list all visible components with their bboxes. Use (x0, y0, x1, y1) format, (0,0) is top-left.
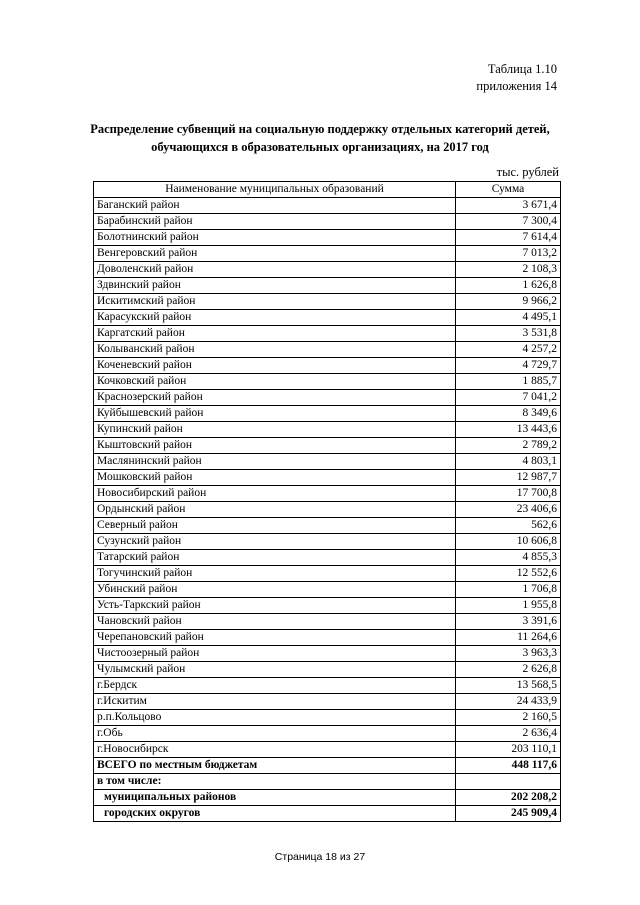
table-row (94, 678, 561, 694)
table-row (94, 630, 561, 646)
row-sum-cell: 24 433,9 (456, 694, 561, 710)
row-name-cell: в том числе: (94, 774, 456, 790)
column-header-sum: Сумма (456, 182, 561, 198)
row-sum-cell: 8 349,6 (456, 406, 561, 422)
subtotal-row (94, 790, 561, 806)
row-name-cell: Черепановский район (94, 630, 456, 646)
row-sum-cell: 9 966,2 (456, 294, 561, 310)
row-name-cell: Здвинский район (94, 278, 456, 294)
row-name-cell: Купинский район (94, 422, 456, 438)
row-name-cell: Усть-Таркский район (94, 598, 456, 614)
row-sum-cell: 3 963,3 (456, 646, 561, 662)
row-name-cell: Венгеровский район (94, 246, 456, 262)
document-title-line-2: обучающихся в образовательных организациях, на 2017 год (151, 140, 489, 154)
row-name-cell: Сузунский район (94, 534, 456, 550)
row-name-cell: Чулымский район (94, 662, 456, 678)
table-body (94, 198, 561, 822)
table-row (94, 214, 561, 230)
table-row (94, 502, 561, 518)
table-row (94, 326, 561, 342)
row-sum-cell: 245 909,4 (456, 806, 561, 822)
table-row (94, 486, 561, 502)
page-number: Страница 18 из 27 (274, 851, 366, 863)
row-name-cell: Куйбышевский район (94, 406, 456, 422)
row-sum-cell: 2 108,3 (456, 262, 561, 278)
table-row (94, 710, 561, 726)
row-sum-cell: 12 987,7 (456, 470, 561, 486)
row-name-cell: Ордынский район (94, 502, 456, 518)
row-name-cell: Болотнинский район (94, 230, 456, 246)
document-title-line-1: Распределение субвенций на социальную поддержку отдельных категорий детей, (90, 122, 550, 136)
row-sum-cell: 4 495,1 (456, 310, 561, 326)
subtotal-row (94, 806, 561, 822)
units-label: тыс. рублей (496, 165, 559, 179)
including-row (94, 774, 561, 790)
table-row (94, 438, 561, 454)
table-row (94, 294, 561, 310)
row-name-cell: Доволенский район (94, 262, 456, 278)
row-sum-cell: 7 614,4 (456, 230, 561, 246)
row-sum-cell: 23 406,6 (456, 502, 561, 518)
row-sum-cell: 13 443,6 (456, 422, 561, 438)
row-sum-cell: 7 041,2 (456, 390, 561, 406)
row-name-cell: муниципальных районов (94, 790, 456, 806)
table-row (94, 662, 561, 678)
row-name-cell: Баганский район (94, 198, 456, 214)
table-row (94, 598, 561, 614)
row-sum-cell: 4 257,2 (456, 342, 561, 358)
table-row (94, 470, 561, 486)
row-name-cell: ВСЕГО по местным бюджетам (94, 758, 456, 774)
row-sum-cell: 12 552,6 (456, 566, 561, 582)
row-name-cell: Искитимский район (94, 294, 456, 310)
table-row (94, 310, 561, 326)
row-name-cell: г.Новосибирск (94, 742, 456, 758)
table-row (94, 550, 561, 566)
table-row (94, 358, 561, 374)
row-sum-cell: 4 803,1 (456, 454, 561, 470)
row-sum-cell: 3 391,6 (456, 614, 561, 630)
row-name-cell: Маслянинский район (94, 454, 456, 470)
row-sum-cell: 203 110,1 (456, 742, 561, 758)
total-row (94, 758, 561, 774)
table-row (94, 262, 561, 278)
table-row (94, 566, 561, 582)
table-header-row (94, 182, 561, 198)
row-sum-cell: 562,6 (456, 518, 561, 534)
row-name-cell: Кочковский район (94, 374, 456, 390)
row-sum-cell: 11 264,6 (456, 630, 561, 646)
row-sum-cell: 7 013,2 (456, 246, 561, 262)
table-row (94, 342, 561, 358)
table-row (94, 230, 561, 246)
row-name-cell: Новосибирский район (94, 486, 456, 502)
row-name-cell: Чановский район (94, 614, 456, 630)
row-name-cell: городских округов (94, 806, 456, 822)
table-row (94, 422, 561, 438)
row-sum-cell (456, 774, 561, 790)
row-sum-cell: 4 855,3 (456, 550, 561, 566)
table-row (94, 198, 561, 214)
row-name-cell: Кыштовский район (94, 438, 456, 454)
row-sum-cell: 3 671,4 (456, 198, 561, 214)
row-name-cell: Убинский район (94, 582, 456, 598)
row-sum-cell: 448 117,6 (456, 758, 561, 774)
row-name-cell: Каргатский район (94, 326, 456, 342)
table-row (94, 646, 561, 662)
table-row (94, 726, 561, 742)
table-row (94, 390, 561, 406)
row-sum-cell: 17 700,8 (456, 486, 561, 502)
row-name-cell: г.Бердск (94, 678, 456, 694)
table-row (94, 454, 561, 470)
table-row (94, 374, 561, 390)
row-name-cell: г.Искитим (94, 694, 456, 710)
row-sum-cell: 10 606,8 (456, 534, 561, 550)
table-row (94, 742, 561, 758)
row-name-cell: Колыванский район (94, 342, 456, 358)
table-row (94, 694, 561, 710)
row-sum-cell: 2 626,8 (456, 662, 561, 678)
table-row (94, 534, 561, 550)
table-row (94, 246, 561, 262)
row-sum-cell: 1 885,7 (456, 374, 561, 390)
appendix-label: приложения 14 (476, 79, 557, 93)
row-sum-cell: 1 626,8 (456, 278, 561, 294)
row-name-cell: Мошковский район (94, 470, 456, 486)
row-sum-cell: 2 160,5 (456, 710, 561, 726)
table-row (94, 518, 561, 534)
table-row (94, 278, 561, 294)
row-name-cell: Чистоозерный район (94, 646, 456, 662)
table-row (94, 582, 561, 598)
row-name-cell: Краснозерский район (94, 390, 456, 406)
row-sum-cell: 2 636,4 (456, 726, 561, 742)
row-sum-cell: 1 706,8 (456, 582, 561, 598)
table-row (94, 614, 561, 630)
row-sum-cell: 7 300,4 (456, 214, 561, 230)
row-name-cell: Северный район (94, 518, 456, 534)
row-name-cell: Коченевский район (94, 358, 456, 374)
subventions-table (93, 181, 561, 822)
row-sum-cell: 202 208,2 (456, 790, 561, 806)
row-name-cell: г.Обь (94, 726, 456, 742)
row-sum-cell: 1 955,8 (456, 598, 561, 614)
row-sum-cell: 2 789,2 (456, 438, 561, 454)
row-name-cell: Татарский район (94, 550, 456, 566)
row-sum-cell: 4 729,7 (456, 358, 561, 374)
row-name-cell: Карасукский район (94, 310, 456, 326)
row-name-cell: Тогучинский район (94, 566, 456, 582)
row-sum-cell: 3 531,8 (456, 326, 561, 342)
table-number-label: Таблица 1.10 (487, 62, 557, 76)
row-name-cell: Барабинский район (94, 214, 456, 230)
column-header-name: Наименование муниципальных образований (94, 182, 456, 198)
table-row (94, 406, 561, 422)
row-sum-cell: 13 568,5 (456, 678, 561, 694)
row-name-cell: р.п.Кольцово (94, 710, 456, 726)
